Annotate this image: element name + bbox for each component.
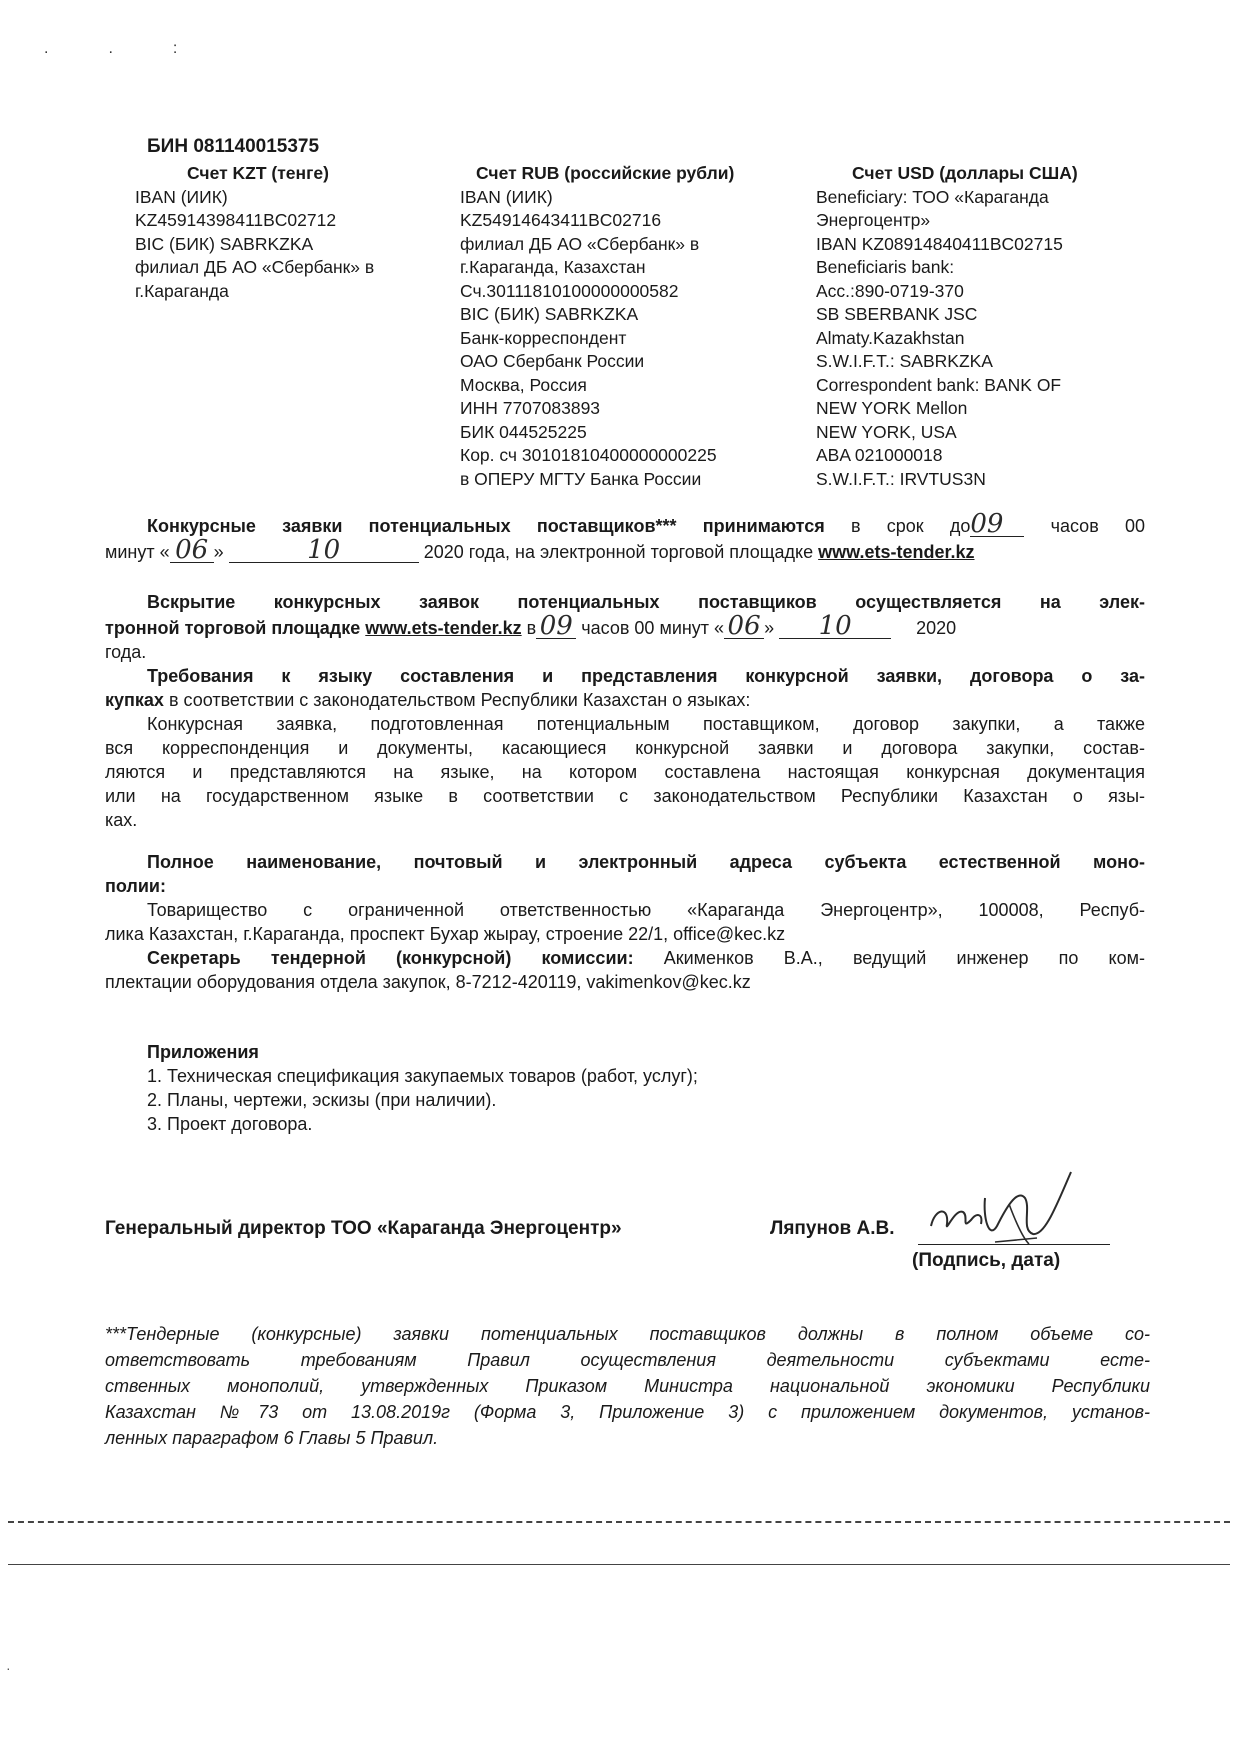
text-line: Требования к языку составления и представления конкурсной заявки, договора о за- [147, 666, 1145, 686]
account-rub [460, 162, 800, 491]
account-line: Сч.30111810100000000582 [460, 280, 679, 301]
text-line: Конкурсные заявки потенциальных поставщиков*** принимаются в срок до09 часов 00 [147, 509, 1145, 539]
text-line: ках. [105, 810, 138, 830]
bin-number: БИН 081140015375 [147, 136, 320, 157]
solid-divider [8, 1564, 1230, 1565]
account-rub-heading: Счет RUB (российские рубли) [476, 163, 735, 183]
account-line: в ОПЕРУ МГТУ Банка России [460, 468, 702, 489]
text-line: тронной торговой площадке www.ets-tender.kz в 09 часов 00 минут « 06 » 10 2020 [105, 611, 957, 641]
account-kzt-heading: Счет KZT (тенге) [187, 163, 329, 183]
handwritten-month: 10 [229, 538, 419, 563]
account-line: филиал ДБ АО «Сбербанк» в [135, 257, 375, 277]
footnote-line: ***Тендерные (конкурсные) заявки потенциальных поставщиков должны в полном объеме со- [105, 1324, 1150, 1344]
appendix-item: 3. Проект договора. [147, 1114, 313, 1134]
footnote-line: ственных монополий, утвержденных Приказом Министра национальной экономики Республики [105, 1376, 1150, 1396]
signature-caption: (Подпись, дата) [912, 1250, 1061, 1271]
text-line: лика Казахстан, г.Караганда, проспект Бухар жырау, строение 22/1, office@kec.kz [105, 924, 786, 944]
account-line: Кор. сч 30101810400000000225 [460, 445, 717, 465]
footnote [105, 1321, 1150, 1451]
text-line: Секретарь тендерной (конкурсной) комиссии: Акименков В.А., ведущий инженер по ком- [147, 948, 1145, 968]
text-line: или на государственном языке в соответствии с законодательством Республики Казахстан о язы- [105, 786, 1145, 806]
account-line: NEW YORK Mellon [816, 398, 968, 418]
handwritten-month: 10 [779, 614, 891, 639]
account-line: Энергоцентр» [816, 210, 931, 230]
account-line: IBAN (ИИК) [135, 186, 228, 207]
appendix-item: 1. Техническая спецификация закупаемых товаров (работ, услуг); [147, 1066, 698, 1086]
account-line: ИНН 7707083893 [460, 398, 601, 418]
account-line: IBAN KZ08914840411BC02715 [816, 233, 1063, 254]
account-line: KZ54914643411BC02716 [460, 210, 662, 230]
account-line: IBAN (ИИК) [460, 186, 553, 207]
tender-site-link[interactable]: www.ets-tender.kz [365, 618, 522, 638]
text-line: Конкурсная заявка, подготовленная потенциальным поставщиком, договор закупки, а также [147, 714, 1145, 734]
account-line: ABA 021000018 [816, 445, 943, 465]
account-line: Москва, Россия [460, 374, 587, 395]
account-line: KZ45914398411BC02712 [135, 210, 337, 230]
account-line: Acc.:890-0719-370 [816, 280, 964, 301]
text-line: купках в соответствии с законодательством Республики Казахстан о языках: [105, 690, 751, 710]
handwritten-hour: 09 [970, 512, 1024, 537]
text-line: ляются и представляются на языке, на котором составлена настоящая конкурсная документация [105, 762, 1145, 782]
text-line: Вскрытие конкурсных заявок потенциальных поставщиков осуществляется на элек- [147, 592, 1145, 612]
account-line: Банк-корреспондент [460, 327, 627, 348]
scan-specks: ..: [44, 40, 238, 57]
account-line: NEW YORK, USA [816, 421, 957, 442]
account-line: S.W.I.F.T.: SABRKZKA [816, 351, 993, 371]
address-paragraph [105, 850, 1145, 994]
footnote-line: ленных параграфом 6 Главы 5 Правил. [105, 1428, 439, 1448]
account-kzt [135, 162, 425, 303]
handwritten-day: 06 [724, 614, 764, 639]
footnote-line: Казахстан №73 от 13.08.2019г (Форма 3, Приложение 3) с приложением документов, установ- [105, 1402, 1150, 1422]
account-usd-heading: Счет USD (доллары США) [852, 163, 1078, 183]
handwritten-hour: 09 [536, 614, 576, 639]
account-line: г.Караганда, Казахстан [460, 257, 646, 277]
opening-paragraph [105, 590, 1145, 664]
submission-paragraph [105, 509, 1145, 565]
account-line: г.Караганда [135, 280, 229, 301]
tender-site-link[interactable]: www.ets-tender.kz [818, 542, 975, 562]
text-line: плектации оборудования отдела закупок, 8-7212-420119, vakimenkov@kec.kz [105, 972, 751, 992]
account-line: Beneficiaris bank: [816, 257, 955, 277]
account-line: Correspondent bank: BANK OF [816, 374, 1062, 395]
account-line: БИК 044525225 [460, 421, 587, 442]
appendix-item: 2. Планы, чертежи, эскизы (при наличии). [147, 1090, 497, 1110]
dashed-divider [8, 1521, 1230, 1523]
text-line: минут « 06 » 10 2020 года, на электронной торговой площадке www.ets-tender.kz [105, 535, 975, 565]
account-line: S.W.I.F.T.: IRVTUS3N [816, 468, 986, 489]
handwritten-signature [925, 1168, 1075, 1250]
scan-speck: · [6, 1660, 11, 1676]
signatory-title: Генеральный директор ТОО «Караганда Энергоцентр» [105, 1218, 622, 1239]
signatory-name: Ляпунов А.В. [770, 1218, 895, 1239]
appendices-heading: Приложения [147, 1042, 259, 1062]
account-line: Almaty.Kazakhstan [816, 327, 965, 348]
language-paragraph [105, 664, 1145, 832]
appendices [147, 1040, 698, 1136]
handwritten-day: 06 [170, 538, 214, 563]
signature-line [918, 1244, 1110, 1245]
account-line: SB SBERBANK JSC [816, 304, 978, 324]
text-line: Товарищество с ограниченной ответственностью «Караганда Энергоцентр», 100008, Респуб- [147, 900, 1145, 920]
account-line: филиал ДБ АО «Сбербанк» в [460, 233, 700, 254]
account-usd [816, 162, 1126, 491]
account-line: BIC (БИК) SABRKZKA [135, 233, 314, 254]
text-line: вся корреспонденция и документы, касающиеся конкурсной заявки и договора закупки, состав- [105, 738, 1145, 758]
account-line: Beneficiary: ТОО «Караганда [816, 186, 1049, 207]
account-line: ОАО Сбербанк России [460, 351, 645, 371]
footnote-line: ответствовать требованиям Правил осуществления деятельности субъектами есте- [105, 1350, 1150, 1370]
text-line: Полное наименование, почтовый и электронный адреса субъекта естественной моно- [147, 852, 1145, 872]
account-line: BIC (БИК) SABRKZKA [460, 304, 639, 324]
text-line: полии: [105, 876, 166, 896]
text-line: года. [105, 642, 147, 662]
